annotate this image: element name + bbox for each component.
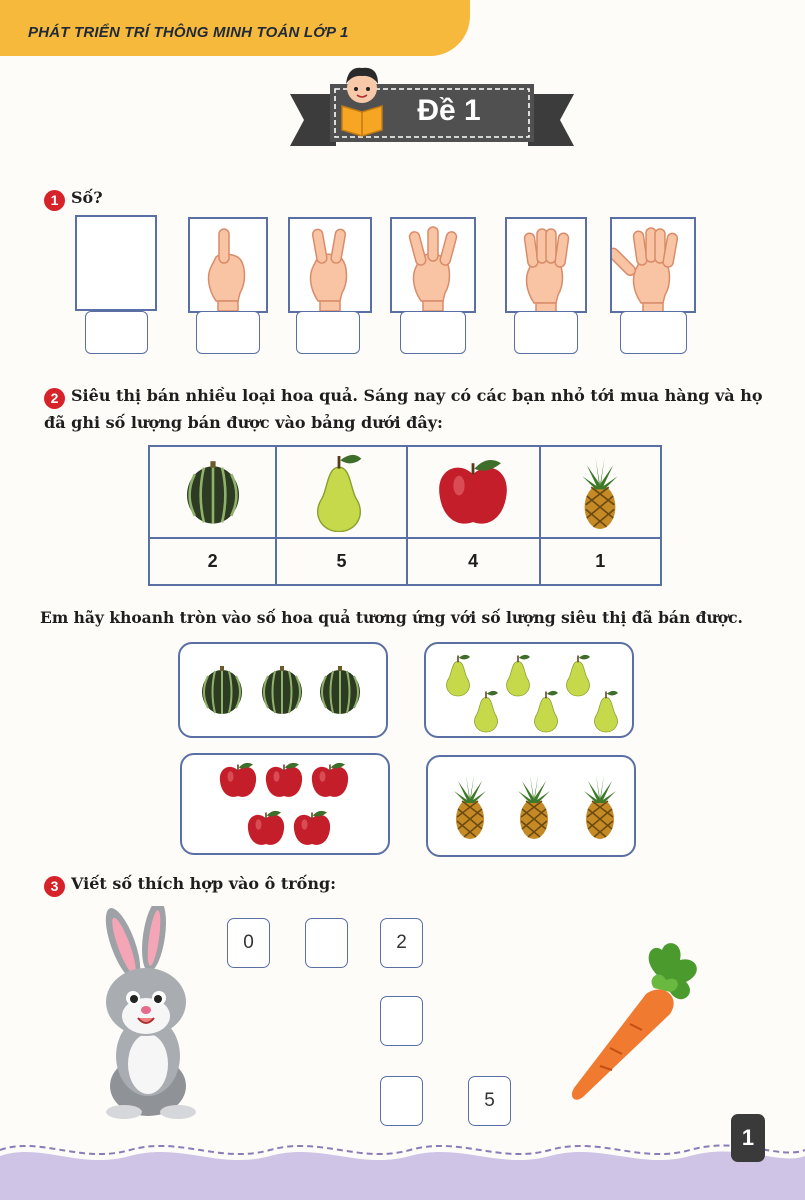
answer-box-3[interactable]: [296, 311, 360, 354]
apple-set: [182, 755, 388, 853]
question-3-number: 3: [44, 876, 65, 897]
sequence-box-1[interactable]: [305, 918, 348, 968]
answer-box-6[interactable]: [620, 311, 687, 354]
carrot-illustration: [570, 938, 710, 1108]
pear-group[interactable]: [424, 642, 634, 738]
question-2-number: 2: [44, 388, 65, 409]
question-2-instruction: Em hãy khoanh tròn vào số hoa quả tương ứng với số lượng siêu thị đã bán được.: [40, 608, 743, 627]
banner-title: Đề 1: [417, 94, 481, 127]
one-finger-hand-icon: [190, 219, 266, 311]
fruit-count-row: [149, 538, 661, 585]
pear-count: 5: [276, 538, 407, 585]
apple-count: 4: [407, 538, 540, 585]
question-1-number: 1: [44, 190, 65, 211]
pineapple-count: 1: [540, 538, 662, 585]
question-2-line-2: đã ghi số lượng bán được vào bảng dưới đây:: [44, 413, 443, 432]
question-3-text: Viết số thích hợp vào ô trống:: [71, 874, 337, 893]
pineapple-group[interactable]: [426, 755, 636, 857]
apple-group[interactable]: [180, 753, 390, 855]
page-number: 1: [731, 1114, 765, 1162]
pineapple-set: [428, 757, 634, 855]
sequence-box-0: 0: [227, 918, 270, 968]
question-2-line-1: Siêu thị bán nhiều loại hoa quả. Sáng nay có các bạn nhỏ tới mua hàng và họ: [71, 386, 763, 405]
hand-four-frame: [505, 217, 587, 313]
fruit-image-row: [149, 446, 661, 538]
sequence-box-4[interactable]: [380, 1076, 423, 1126]
watermelon-icon: [183, 455, 243, 525]
question-1-text: Số?: [71, 188, 103, 207]
watermelon-count: 2: [149, 538, 276, 585]
two-finger-hand-icon: [290, 219, 370, 311]
watermelon-set: [180, 644, 386, 736]
answer-box-5[interactable]: [514, 311, 578, 354]
four-finger-hand-icon: [507, 219, 585, 311]
answer-box-1[interactable]: [85, 311, 148, 354]
sequence-box-5: 5: [468, 1076, 511, 1126]
question-3-prompt: [44, 874, 336, 897]
five-finger-hand-icon: [612, 219, 694, 311]
hand-two-frame: [288, 217, 372, 313]
watermelon-group[interactable]: [178, 642, 388, 738]
three-finger-hand-icon: [392, 219, 474, 311]
sequence-box-3[interactable]: [380, 996, 423, 1046]
pear-set: [426, 644, 632, 736]
fruit-sales-table: [148, 445, 662, 586]
pineapple-icon: [570, 448, 630, 532]
sequence-box-2: 2: [380, 918, 423, 968]
question-2-prompt: [44, 386, 763, 409]
apple-icon: [433, 448, 513, 532]
hand-one-frame: [188, 217, 268, 313]
header-title: PHÁT TRIỂN TRÍ THÔNG MINH TOÁN LỚP 1: [28, 24, 349, 41]
footer-wave: [0, 1136, 805, 1200]
bunny-illustration: [88, 906, 212, 1126]
hand-five-frame: [610, 217, 696, 313]
question-1-prompt: [44, 188, 103, 211]
pear-icon: [307, 448, 377, 532]
answer-box-2[interactable]: [196, 311, 260, 354]
empty-hand-frame: [75, 215, 157, 311]
answer-box-4[interactable]: [400, 311, 466, 354]
hand-three-frame: [390, 217, 476, 313]
